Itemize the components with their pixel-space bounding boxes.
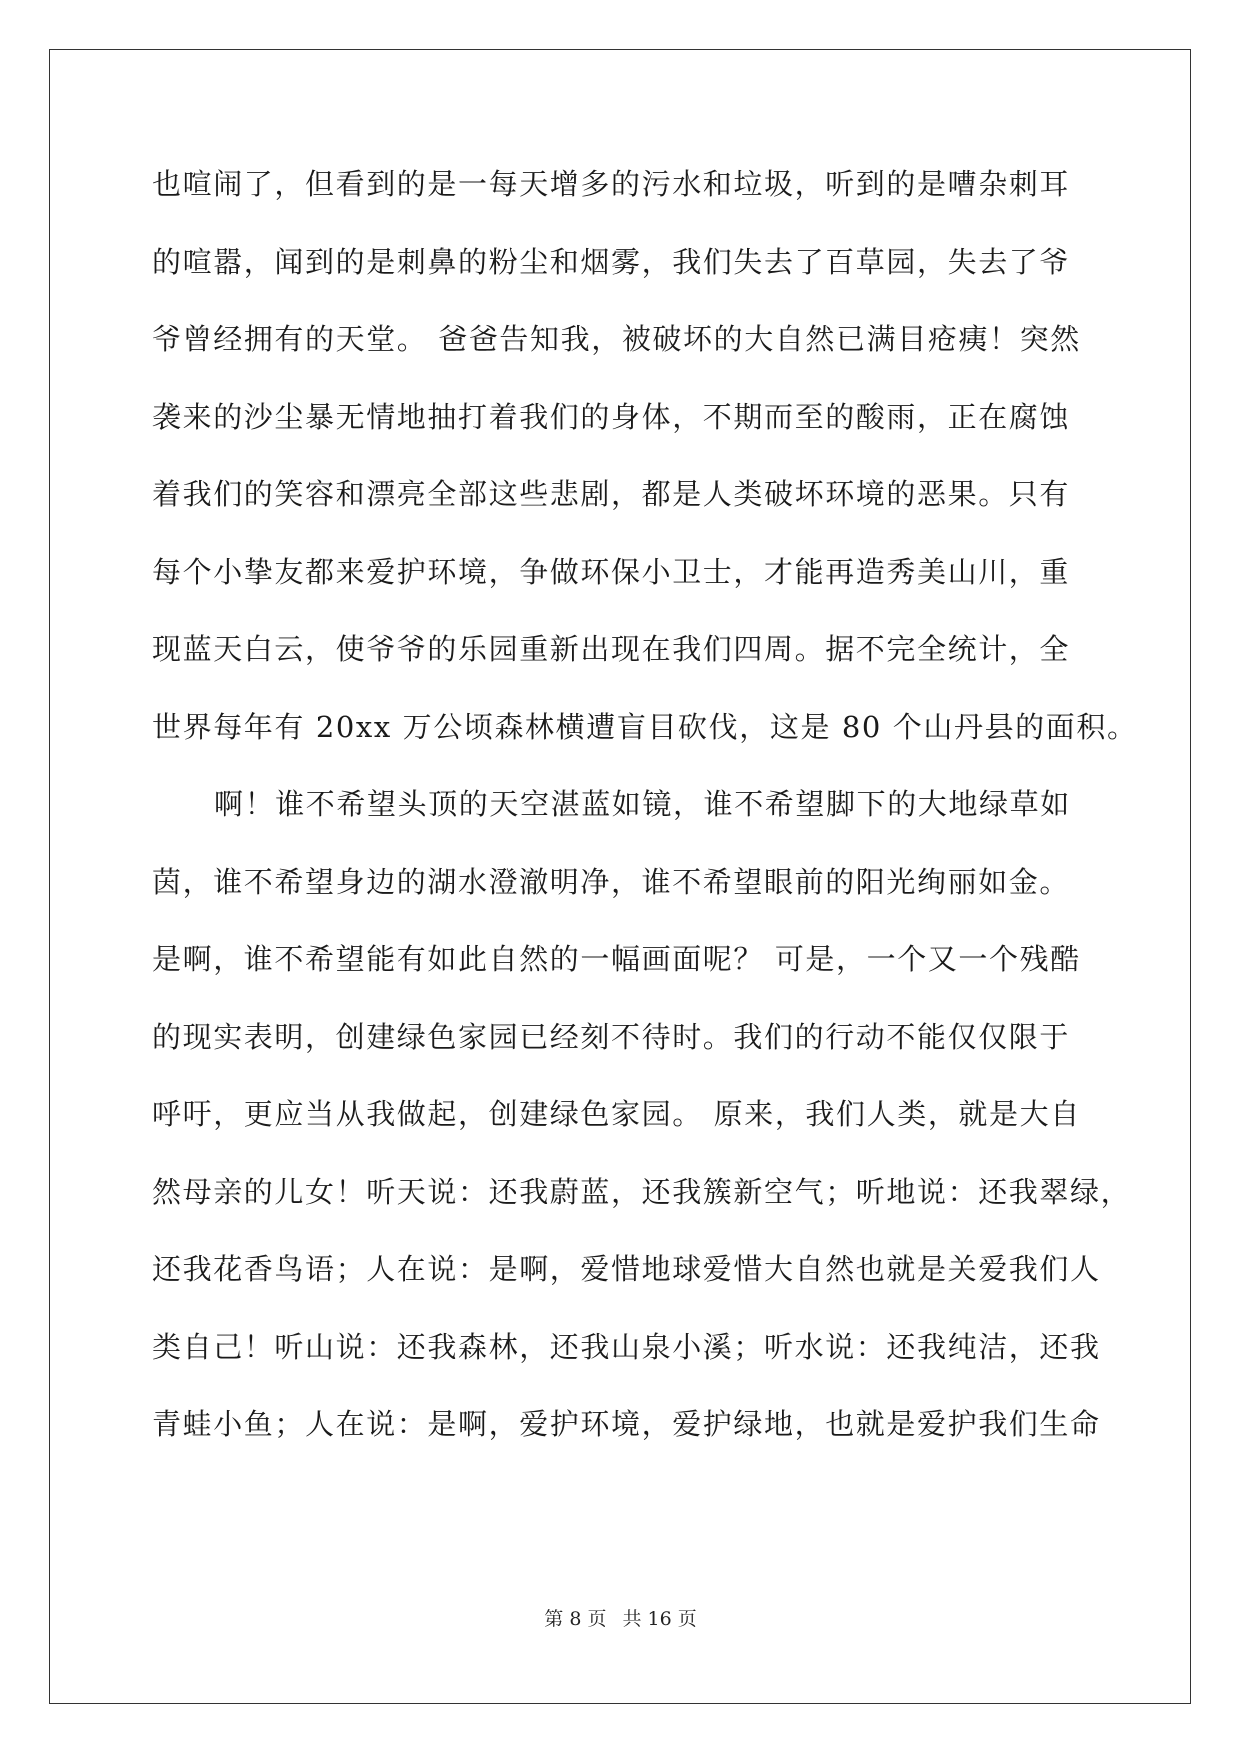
text-line: 袭来的沙尘暴无情地抽打着我们的身体，不期而至的酸雨，正在腐蚀 — [152, 399, 1071, 434]
page-footer — [0, 1607, 1241, 1631]
text-line: 然母亲的儿女！听天说：还我蔚蓝，还我簇新空气；听地说：还我翠绿， — [152, 1174, 1132, 1209]
page-total: 共 16 页 — [622, 1608, 697, 1630]
text-line: 还我花香鸟语；人在说：是啊，爱惜地球爱惜大自然也就是关爱我们人 — [152, 1252, 1101, 1286]
text-line: 爷曾经拥有的天堂。 爸爸告知我，被破坏的大自然已满目疮痍！突然 — [152, 322, 1081, 356]
text-line: 的喧嚣，闻到的是刺鼻的粉尘和烟雾，我们失去了百草园，失去了爷 — [152, 244, 1071, 279]
text-line: 茵，谁不希望身边的湖水澄澈明净，谁不希望眼前的阳光绚丽如金。 — [152, 864, 1071, 899]
body-text — [152, 155, 1138, 1473]
paragraph-first-line: 啊！谁不希望头顶的天空湛蓝如镜，谁不希望脚下的大地绿草如 — [214, 787, 1071, 821]
text-line: 世界每年有 20xx 万公顷森林横遭盲目砍伐，这是 80 个山丹县的面积。 — [152, 709, 1138, 744]
text-line: 着我们的笑容和漂亮全部这些悲剧，都是人类破坏环境的恶果。只有 — [152, 477, 1071, 511]
text-line: 也喧闹了，但看到的是一每天增多的污水和垃圾，听到的是嘈杂刺耳 — [152, 167, 1071, 201]
text-line: 是啊，谁不希望能有如此自然的一幅画面呢？ 可是，一个又一个残酷 — [152, 942, 1081, 976]
text-line: 类自己！听山说：还我森林，还我山泉小溪；听水说：还我纯洁，还我 — [152, 1329, 1101, 1364]
text-line: 呼吁，更应当从我做起，创建绿色家园。 原来，我们人类，就是大自 — [152, 1097, 1081, 1131]
text-line: 每个小挚友都来爱护环境，争做环保小卫士，才能再造秀美山川，重 — [152, 554, 1071, 589]
text-line: 的现实表明，创建绿色家园已经刻不待时。我们的行动不能仅仅限于 — [152, 1019, 1071, 1054]
text-line: 青蛙小鱼；人在说：是啊，爱护环境，爱护绿地，也就是爱护我们生命 — [152, 1407, 1101, 1441]
page-number: 第 8 页 — [544, 1608, 607, 1630]
text-line: 现蓝天白云，使爷爷的乐园重新出现在我们四周。据不完全统计，全 — [152, 632, 1071, 666]
